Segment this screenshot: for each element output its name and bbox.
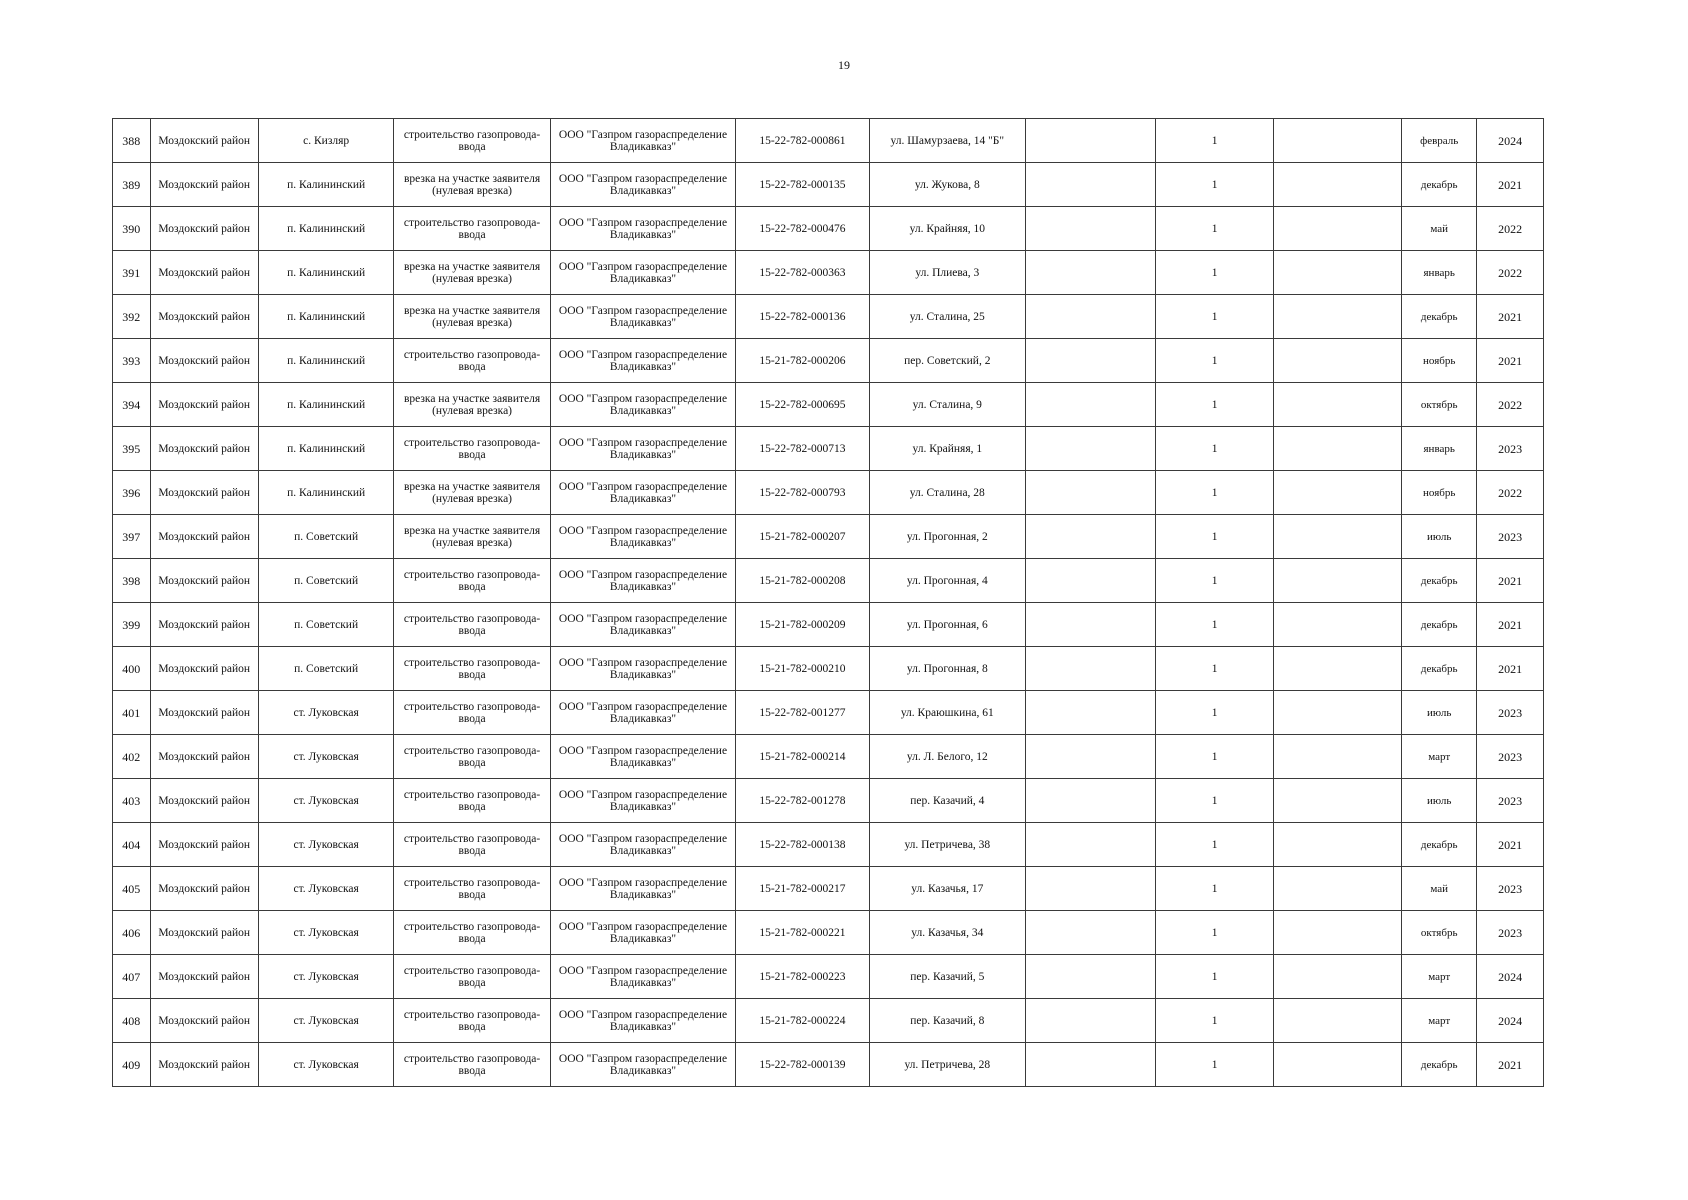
empty-col-cell bbox=[1274, 867, 1402, 911]
empty-col-cell bbox=[1025, 911, 1155, 955]
year-cell: 2021 bbox=[1477, 559, 1544, 603]
district-cell: Моздокский район bbox=[150, 691, 258, 735]
table-row bbox=[113, 735, 1544, 779]
month-cell: декабрь bbox=[1402, 163, 1477, 207]
registry-code-cell: 15-21-782-000206 bbox=[736, 339, 869, 383]
row-number-cell: 389 bbox=[113, 163, 151, 207]
registry-code-cell: 15-22-782-000138 bbox=[736, 823, 869, 867]
organization-cell: ООО "Газпром газораспределение Владикавказ" bbox=[550, 823, 736, 867]
organization-cell: ООО "Газпром газораспределение Владикавказ" bbox=[550, 603, 736, 647]
year-cell: 2021 bbox=[1477, 339, 1544, 383]
month-cell: июль bbox=[1402, 779, 1477, 823]
district-cell: Моздокский район bbox=[150, 647, 258, 691]
empty-col-cell bbox=[1025, 603, 1155, 647]
empty-col-cell bbox=[1025, 867, 1155, 911]
settlement-cell: п. Калининский bbox=[258, 383, 393, 427]
settlement-cell: п. Калининский bbox=[258, 207, 393, 251]
year-cell: 2024 bbox=[1477, 119, 1544, 163]
work-type-cell: строительство газопровода-ввода bbox=[394, 999, 550, 1043]
year-cell: 2023 bbox=[1477, 911, 1544, 955]
empty-col-cell bbox=[1274, 779, 1402, 823]
organization-cell: ООО "Газпром газораспределение Владикавказ" bbox=[550, 999, 736, 1043]
quantity-cell: 1 bbox=[1156, 383, 1274, 427]
registry-code-cell: 15-21-782-000209 bbox=[736, 603, 869, 647]
year-cell: 2021 bbox=[1477, 823, 1544, 867]
year-cell: 2024 bbox=[1477, 999, 1544, 1043]
empty-col-cell bbox=[1025, 779, 1155, 823]
registry-code-cell: 15-22-782-001277 bbox=[736, 691, 869, 735]
empty-col-cell bbox=[1274, 295, 1402, 339]
empty-col-cell bbox=[1025, 383, 1155, 427]
district-cell: Моздокский район bbox=[150, 955, 258, 999]
district-cell: Моздокский район bbox=[150, 339, 258, 383]
row-number-cell: 397 bbox=[113, 515, 151, 559]
empty-col-cell bbox=[1274, 603, 1402, 647]
registry-code-cell: 15-22-782-000713 bbox=[736, 427, 869, 471]
quantity-cell: 1 bbox=[1156, 163, 1274, 207]
table-row bbox=[113, 647, 1544, 691]
address-cell: пер. Казачий, 4 bbox=[869, 779, 1025, 823]
district-cell: Моздокский район bbox=[150, 911, 258, 955]
address-cell: ул. Сталина, 9 bbox=[869, 383, 1025, 427]
organization-cell: ООО "Газпром газораспределение Владикавказ" bbox=[550, 911, 736, 955]
registry-code-cell: 15-21-782-000210 bbox=[736, 647, 869, 691]
registry-code-cell: 15-21-782-000221 bbox=[736, 911, 869, 955]
address-cell: ул. Казачья, 34 bbox=[869, 911, 1025, 955]
organization-cell: ООО "Газпром газораспределение Владикавказ" bbox=[550, 207, 736, 251]
address-cell: ул. Крайняя, 1 bbox=[869, 427, 1025, 471]
empty-col-cell bbox=[1025, 691, 1155, 735]
year-cell: 2023 bbox=[1477, 867, 1544, 911]
table-row bbox=[113, 251, 1544, 295]
work-type-cell: строительство газопровода-ввода bbox=[394, 691, 550, 735]
table-row bbox=[113, 119, 1544, 163]
work-type-cell: строительство газопровода-ввода bbox=[394, 911, 550, 955]
month-cell: декабрь bbox=[1402, 295, 1477, 339]
year-cell: 2021 bbox=[1477, 647, 1544, 691]
organization-cell: ООО "Газпром газораспределение Владикавказ" bbox=[550, 119, 736, 163]
settlement-cell: ст. Луковская bbox=[258, 911, 393, 955]
empty-col-cell bbox=[1274, 691, 1402, 735]
settlement-cell: п. Советский bbox=[258, 559, 393, 603]
settlement-cell: с. Кизляр bbox=[258, 119, 393, 163]
empty-col-cell bbox=[1025, 207, 1155, 251]
month-cell: май bbox=[1402, 867, 1477, 911]
address-cell: ул. Прогонная, 6 bbox=[869, 603, 1025, 647]
settlement-cell: п. Калининский bbox=[258, 427, 393, 471]
row-number-cell: 402 bbox=[113, 735, 151, 779]
settlement-cell: п. Калининский bbox=[258, 471, 393, 515]
month-cell: октябрь bbox=[1402, 911, 1477, 955]
empty-col-cell bbox=[1025, 955, 1155, 999]
district-cell: Моздокский район bbox=[150, 471, 258, 515]
table-row bbox=[113, 867, 1544, 911]
empty-col-cell bbox=[1274, 471, 1402, 515]
registry-code-cell: 15-22-782-001278 bbox=[736, 779, 869, 823]
empty-col-cell bbox=[1274, 955, 1402, 999]
address-cell: ул. Казачья, 17 bbox=[869, 867, 1025, 911]
empty-col-cell bbox=[1274, 1043, 1402, 1087]
table-row bbox=[113, 691, 1544, 735]
settlement-cell: п. Советский bbox=[258, 603, 393, 647]
settlement-cell: ст. Луковская bbox=[258, 779, 393, 823]
address-cell: пер. Советский, 2 bbox=[869, 339, 1025, 383]
work-type-cell: врезка на участке заявителя (нулевая врезка) bbox=[394, 251, 550, 295]
organization-cell: ООО "Газпром газораспределение Владикавказ" bbox=[550, 647, 736, 691]
work-type-cell: строительство газопровода-ввода bbox=[394, 735, 550, 779]
quantity-cell: 1 bbox=[1156, 471, 1274, 515]
row-number-cell: 394 bbox=[113, 383, 151, 427]
settlement-cell: ст. Луковская bbox=[258, 867, 393, 911]
registry-code-cell: 15-21-782-000224 bbox=[736, 999, 869, 1043]
settlement-cell: п. Калининский bbox=[258, 295, 393, 339]
registry-code-cell: 15-21-782-000217 bbox=[736, 867, 869, 911]
work-type-cell: строительство газопровода-ввода bbox=[394, 955, 550, 999]
quantity-cell: 1 bbox=[1156, 339, 1274, 383]
year-cell: 2022 bbox=[1477, 383, 1544, 427]
district-cell: Моздокский район bbox=[150, 999, 258, 1043]
table-row bbox=[113, 295, 1544, 339]
row-number-cell: 408 bbox=[113, 999, 151, 1043]
empty-col-cell bbox=[1025, 647, 1155, 691]
empty-col-cell bbox=[1025, 339, 1155, 383]
row-number-cell: 405 bbox=[113, 867, 151, 911]
work-type-cell: врезка на участке заявителя (нулевая врезка) bbox=[394, 471, 550, 515]
year-cell: 2024 bbox=[1477, 955, 1544, 999]
row-number-cell: 407 bbox=[113, 955, 151, 999]
address-cell: ул. Крайняя, 10 bbox=[869, 207, 1025, 251]
district-cell: Моздокский район bbox=[150, 735, 258, 779]
year-cell: 2023 bbox=[1477, 427, 1544, 471]
row-number-cell: 388 bbox=[113, 119, 151, 163]
row-number-cell: 404 bbox=[113, 823, 151, 867]
month-cell: октябрь bbox=[1402, 383, 1477, 427]
month-cell: май bbox=[1402, 207, 1477, 251]
settlement-cell: п. Советский bbox=[258, 647, 393, 691]
registry-table bbox=[112, 118, 1544, 1087]
row-number-cell: 390 bbox=[113, 207, 151, 251]
district-cell: Моздокский район bbox=[150, 823, 258, 867]
year-cell: 2022 bbox=[1477, 207, 1544, 251]
district-cell: Моздокский район bbox=[150, 163, 258, 207]
organization-cell: ООО "Газпром газораспределение Владикавказ" bbox=[550, 867, 736, 911]
table-row bbox=[113, 427, 1544, 471]
registry-code-cell: 15-22-782-000793 bbox=[736, 471, 869, 515]
district-cell: Моздокский район bbox=[150, 207, 258, 251]
address-cell: ул. Прогонная, 2 bbox=[869, 515, 1025, 559]
work-type-cell: врезка на участке заявителя (нулевая врезка) bbox=[394, 515, 550, 559]
table-row bbox=[113, 383, 1544, 427]
page-number: 19 bbox=[838, 58, 850, 72]
address-cell: пер. Казачий, 5 bbox=[869, 955, 1025, 999]
settlement-cell: ст. Луковская bbox=[258, 955, 393, 999]
empty-col-cell bbox=[1025, 295, 1155, 339]
district-cell: Моздокский район bbox=[150, 427, 258, 471]
quantity-cell: 1 bbox=[1156, 119, 1274, 163]
registry-code-cell: 15-22-782-000695 bbox=[736, 383, 869, 427]
month-cell: декабрь bbox=[1402, 559, 1477, 603]
work-type-cell: строительство газопровода-ввода bbox=[394, 823, 550, 867]
quantity-cell: 1 bbox=[1156, 251, 1274, 295]
row-number-cell: 396 bbox=[113, 471, 151, 515]
organization-cell: ООО "Газпром газораспределение Владикавказ" bbox=[550, 339, 736, 383]
organization-cell: ООО "Газпром газораспределение Владикавказ" bbox=[550, 735, 736, 779]
district-cell: Моздокский район bbox=[150, 559, 258, 603]
row-number-cell: 393 bbox=[113, 339, 151, 383]
empty-col-cell bbox=[1274, 911, 1402, 955]
settlement-cell: ст. Луковская bbox=[258, 735, 393, 779]
district-cell: Моздокский район bbox=[150, 295, 258, 339]
quantity-cell: 1 bbox=[1156, 603, 1274, 647]
organization-cell: ООО "Газпром газораспределение Владикавказ" bbox=[550, 955, 736, 999]
table-row bbox=[113, 911, 1544, 955]
month-cell: декабрь bbox=[1402, 647, 1477, 691]
work-type-cell: строительство газопровода-ввода bbox=[394, 119, 550, 163]
address-cell: ул. Петричева, 38 bbox=[869, 823, 1025, 867]
empty-col-cell bbox=[1025, 735, 1155, 779]
year-cell: 2023 bbox=[1477, 515, 1544, 559]
table-row bbox=[113, 515, 1544, 559]
registry-code-cell: 15-22-782-000139 bbox=[736, 1043, 869, 1087]
empty-col-cell bbox=[1274, 207, 1402, 251]
address-cell: ул. Петричева, 28 bbox=[869, 1043, 1025, 1087]
empty-col-cell bbox=[1274, 427, 1402, 471]
row-number-cell: 392 bbox=[113, 295, 151, 339]
table-row bbox=[113, 163, 1544, 207]
registry-code-cell: 15-21-782-000223 bbox=[736, 955, 869, 999]
table-row bbox=[113, 559, 1544, 603]
district-cell: Моздокский район bbox=[150, 119, 258, 163]
empty-col-cell bbox=[1274, 823, 1402, 867]
registry-code-cell: 15-22-782-000363 bbox=[736, 251, 869, 295]
table-row bbox=[113, 1043, 1544, 1087]
empty-col-cell bbox=[1025, 1043, 1155, 1087]
registry-code-cell: 15-21-782-000207 bbox=[736, 515, 869, 559]
row-number-cell: 409 bbox=[113, 1043, 151, 1087]
month-cell: июль bbox=[1402, 515, 1477, 559]
month-cell: декабрь bbox=[1402, 603, 1477, 647]
address-cell: ул. Жукова, 8 bbox=[869, 163, 1025, 207]
settlement-cell: ст. Луковская bbox=[258, 999, 393, 1043]
organization-cell: ООО "Газпром газораспределение Владикавказ" bbox=[550, 471, 736, 515]
settlement-cell: п. Калининский bbox=[258, 339, 393, 383]
empty-col-cell bbox=[1274, 999, 1402, 1043]
table-body bbox=[113, 119, 1544, 1087]
year-cell: 2023 bbox=[1477, 779, 1544, 823]
month-cell: март bbox=[1402, 955, 1477, 999]
work-type-cell: строительство газопровода-ввода bbox=[394, 867, 550, 911]
table-row bbox=[113, 823, 1544, 867]
row-number-cell: 399 bbox=[113, 603, 151, 647]
quantity-cell: 1 bbox=[1156, 867, 1274, 911]
organization-cell: ООО "Газпром газораспределение Владикавказ" bbox=[550, 691, 736, 735]
empty-col-cell bbox=[1274, 251, 1402, 295]
month-cell: ноябрь bbox=[1402, 471, 1477, 515]
month-cell: январь bbox=[1402, 427, 1477, 471]
work-type-cell: строительство газопровода-ввода bbox=[394, 559, 550, 603]
registry-code-cell: 15-21-782-000208 bbox=[736, 559, 869, 603]
organization-cell: ООО "Газпром газораспределение Владикавказ" bbox=[550, 427, 736, 471]
address-cell: ул. Плиева, 3 bbox=[869, 251, 1025, 295]
table-row bbox=[113, 603, 1544, 647]
empty-col-cell bbox=[1274, 735, 1402, 779]
empty-col-cell bbox=[1274, 647, 1402, 691]
quantity-cell: 1 bbox=[1156, 911, 1274, 955]
empty-col-cell bbox=[1025, 251, 1155, 295]
empty-col-cell bbox=[1025, 119, 1155, 163]
quantity-cell: 1 bbox=[1156, 735, 1274, 779]
district-cell: Моздокский район bbox=[150, 515, 258, 559]
table-row bbox=[113, 471, 1544, 515]
row-number-cell: 391 bbox=[113, 251, 151, 295]
organization-cell: ООО "Газпром газораспределение Владикавказ" bbox=[550, 515, 736, 559]
registry-code-cell: 15-22-782-000136 bbox=[736, 295, 869, 339]
month-cell: февраль bbox=[1402, 119, 1477, 163]
table-row bbox=[113, 999, 1544, 1043]
work-type-cell: строительство газопровода-ввода bbox=[394, 647, 550, 691]
row-number-cell: 395 bbox=[113, 427, 151, 471]
registry-code-cell: 15-22-782-000476 bbox=[736, 207, 869, 251]
work-type-cell: строительство газопровода-ввода bbox=[394, 603, 550, 647]
empty-col-cell bbox=[1025, 427, 1155, 471]
year-cell: 2022 bbox=[1477, 251, 1544, 295]
month-cell: июль bbox=[1402, 691, 1477, 735]
empty-col-cell bbox=[1274, 119, 1402, 163]
month-cell: ноябрь bbox=[1402, 339, 1477, 383]
empty-col-cell bbox=[1025, 163, 1155, 207]
month-cell: декабрь bbox=[1402, 823, 1477, 867]
district-cell: Моздокский район bbox=[150, 383, 258, 427]
settlement-cell: п. Калининский bbox=[258, 251, 393, 295]
organization-cell: ООО "Газпром газораспределение Владикавказ" bbox=[550, 1043, 736, 1087]
organization-cell: ООО "Газпром газораспределение Владикавказ" bbox=[550, 251, 736, 295]
year-cell: 2021 bbox=[1477, 163, 1544, 207]
quantity-cell: 1 bbox=[1156, 955, 1274, 999]
work-type-cell: врезка на участке заявителя (нулевая врезка) bbox=[394, 383, 550, 427]
address-cell: ул. Прогонная, 4 bbox=[869, 559, 1025, 603]
organization-cell: ООО "Газпром газораспределение Владикавказ" bbox=[550, 779, 736, 823]
address-cell: ул. Шамурзаева, 14 "Б" bbox=[869, 119, 1025, 163]
empty-col-cell bbox=[1274, 163, 1402, 207]
work-type-cell: строительство газопровода-ввода bbox=[394, 1043, 550, 1087]
registry-code-cell: 15-22-782-000861 bbox=[736, 119, 869, 163]
address-cell: ул. Сталина, 25 bbox=[869, 295, 1025, 339]
empty-col-cell bbox=[1274, 339, 1402, 383]
work-type-cell: строительство газопровода-ввода bbox=[394, 779, 550, 823]
month-cell: март bbox=[1402, 735, 1477, 779]
row-number-cell: 401 bbox=[113, 691, 151, 735]
organization-cell: ООО "Газпром газораспределение Владикавказ" bbox=[550, 383, 736, 427]
empty-col-cell bbox=[1025, 823, 1155, 867]
month-cell: декабрь bbox=[1402, 1043, 1477, 1087]
address-cell: пер. Казачий, 8 bbox=[869, 999, 1025, 1043]
district-cell: Моздокский район bbox=[150, 251, 258, 295]
empty-col-cell bbox=[1274, 383, 1402, 427]
empty-col-cell bbox=[1025, 559, 1155, 603]
month-cell: март bbox=[1402, 999, 1477, 1043]
district-cell: Моздокский район bbox=[150, 779, 258, 823]
organization-cell: ООО "Газпром газораспределение Владикавказ" bbox=[550, 295, 736, 339]
quantity-cell: 1 bbox=[1156, 559, 1274, 603]
quantity-cell: 1 bbox=[1156, 823, 1274, 867]
quantity-cell: 1 bbox=[1156, 207, 1274, 251]
work-type-cell: врезка на участке заявителя (нулевая врезка) bbox=[394, 163, 550, 207]
empty-col-cell bbox=[1025, 471, 1155, 515]
table-row bbox=[113, 207, 1544, 251]
settlement-cell: ст. Луковская bbox=[258, 823, 393, 867]
year-cell: 2023 bbox=[1477, 735, 1544, 779]
organization-cell: ООО "Газпром газораспределение Владикавказ" bbox=[550, 163, 736, 207]
address-cell: ул. Сталина, 28 bbox=[869, 471, 1025, 515]
registry-code-cell: 15-21-782-000214 bbox=[736, 735, 869, 779]
empty-col-cell bbox=[1274, 515, 1402, 559]
address-cell: ул. Краюшкина, 61 bbox=[869, 691, 1025, 735]
settlement-cell: п. Советский bbox=[258, 515, 393, 559]
quantity-cell: 1 bbox=[1156, 427, 1274, 471]
quantity-cell: 1 bbox=[1156, 647, 1274, 691]
year-cell: 2023 bbox=[1477, 691, 1544, 735]
quantity-cell: 1 bbox=[1156, 691, 1274, 735]
district-cell: Моздокский район bbox=[150, 1043, 258, 1087]
row-number-cell: 398 bbox=[113, 559, 151, 603]
table-row bbox=[113, 779, 1544, 823]
settlement-cell: ст. Луковская bbox=[258, 1043, 393, 1087]
district-cell: Моздокский район bbox=[150, 867, 258, 911]
row-number-cell: 406 bbox=[113, 911, 151, 955]
row-number-cell: 400 bbox=[113, 647, 151, 691]
table-row bbox=[113, 339, 1544, 383]
empty-col-cell bbox=[1274, 559, 1402, 603]
quantity-cell: 1 bbox=[1156, 1043, 1274, 1087]
empty-col-cell bbox=[1025, 515, 1155, 559]
quantity-cell: 1 bbox=[1156, 999, 1274, 1043]
quantity-cell: 1 bbox=[1156, 515, 1274, 559]
quantity-cell: 1 bbox=[1156, 779, 1274, 823]
year-cell: 2021 bbox=[1477, 295, 1544, 339]
quantity-cell: 1 bbox=[1156, 295, 1274, 339]
address-cell: ул. Прогонная, 8 bbox=[869, 647, 1025, 691]
work-type-cell: строительство газопровода-ввода bbox=[394, 207, 550, 251]
empty-col-cell bbox=[1025, 999, 1155, 1043]
work-type-cell: строительство газопровода-ввода bbox=[394, 339, 550, 383]
settlement-cell: п. Калининский bbox=[258, 163, 393, 207]
table-row bbox=[113, 955, 1544, 999]
month-cell: январь bbox=[1402, 251, 1477, 295]
year-cell: 2021 bbox=[1477, 1043, 1544, 1087]
settlement-cell: ст. Луковская bbox=[258, 691, 393, 735]
district-cell: Моздокский район bbox=[150, 603, 258, 647]
year-cell: 2021 bbox=[1477, 603, 1544, 647]
year-cell: 2022 bbox=[1477, 471, 1544, 515]
organization-cell: ООО "Газпром газораспределение Владикавказ" bbox=[550, 559, 736, 603]
address-cell: ул. Л. Белого, 12 bbox=[869, 735, 1025, 779]
registry-code-cell: 15-22-782-000135 bbox=[736, 163, 869, 207]
row-number-cell: 403 bbox=[113, 779, 151, 823]
work-type-cell: врезка на участке заявителя (нулевая врезка) bbox=[394, 295, 550, 339]
work-type-cell: строительство газопровода-ввода bbox=[394, 427, 550, 471]
